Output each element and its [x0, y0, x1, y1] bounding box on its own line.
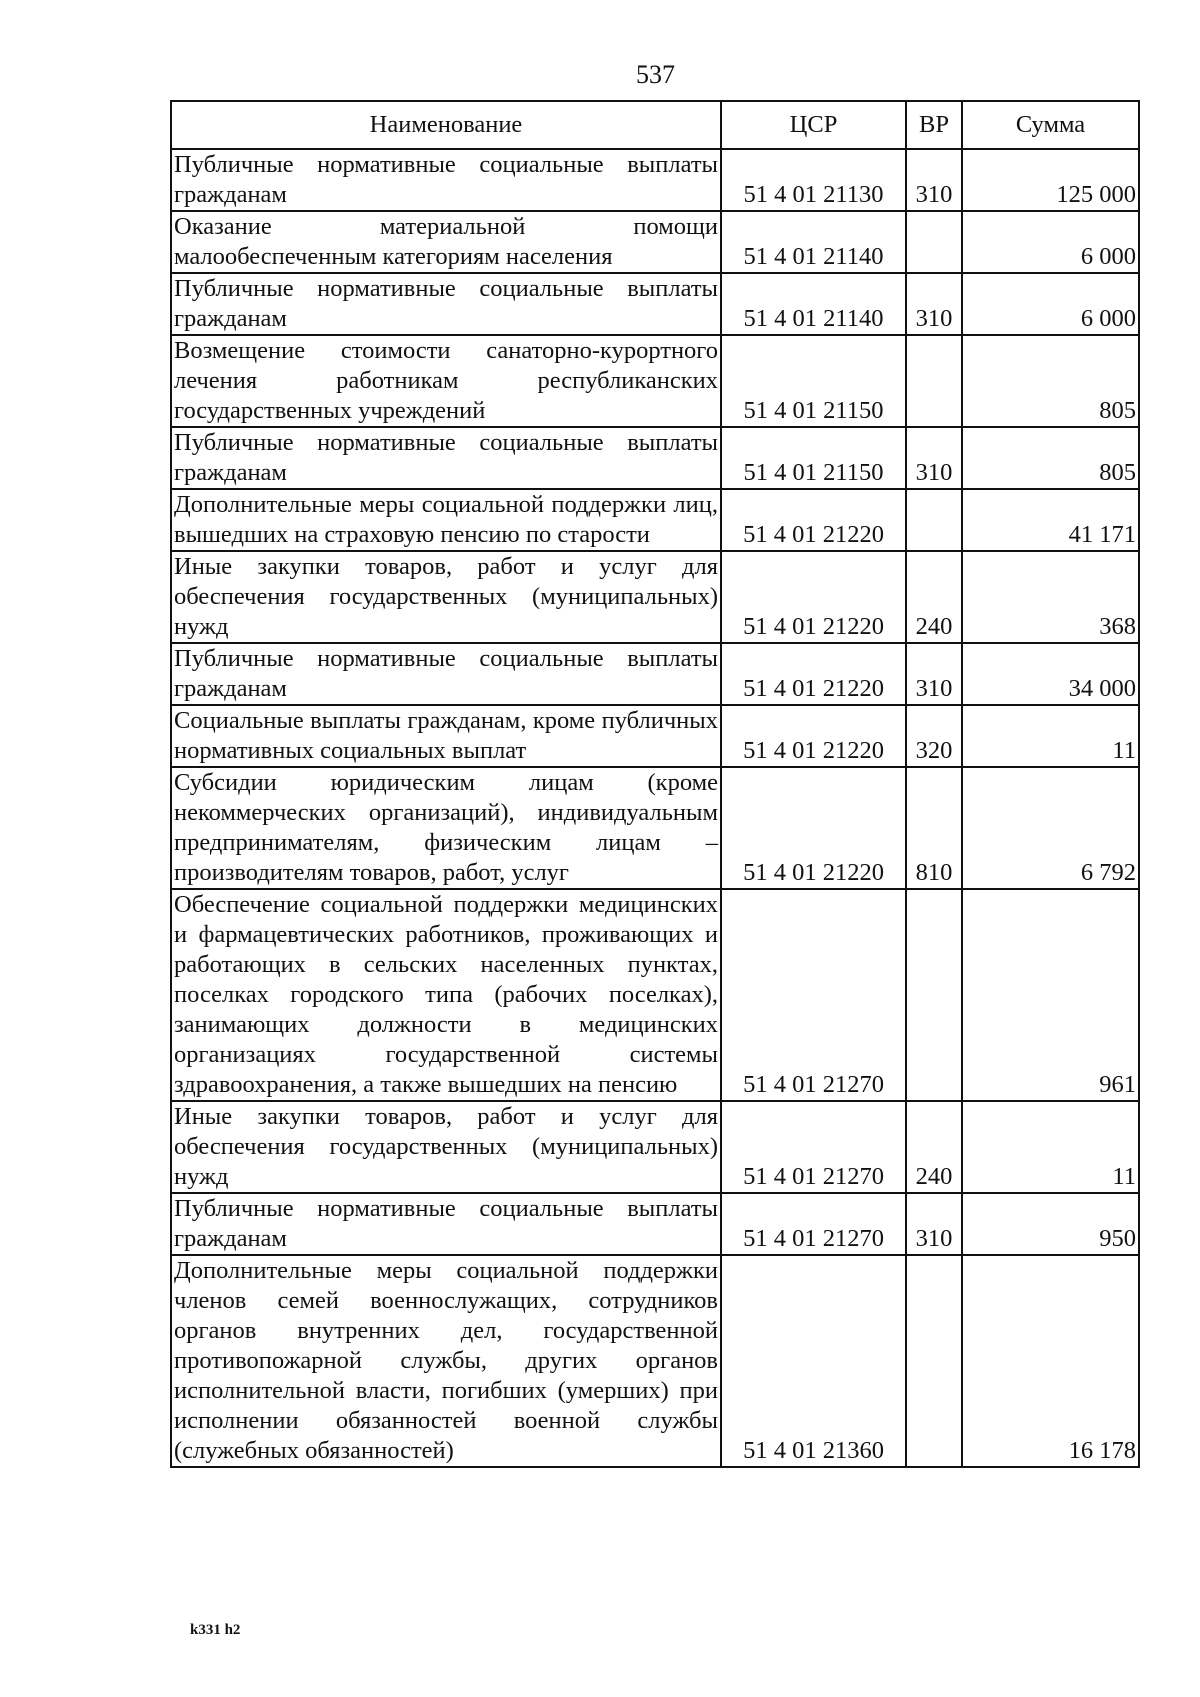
cell-sum: 6 792 [962, 767, 1139, 889]
cell-name: Дополнительные меры социальной поддержки лиц, вышедших на страховую пенсию по старости [171, 489, 721, 551]
cell-vr: 240 [906, 551, 962, 643]
table-header [171, 101, 1139, 149]
cell-csr: 51 4 01 21360 [721, 1255, 906, 1467]
cell-sum: 34 000 [962, 643, 1139, 705]
cell-vr [906, 211, 962, 273]
cell-sum: 11 [962, 705, 1139, 767]
cell-sum: 805 [962, 335, 1139, 427]
table-row [171, 1255, 1139, 1467]
cell-csr: 51 4 01 21140 [721, 273, 906, 335]
table-row [171, 705, 1139, 767]
table-row [171, 149, 1139, 211]
table-row [171, 273, 1139, 335]
cell-name: Публичные нормативные социальные выплаты гражданам [171, 1193, 721, 1255]
cell-vr: 310 [906, 273, 962, 335]
table-row [171, 643, 1139, 705]
cell-name: Возмещение стоимости санаторно-курортного лечения работникам республиканских государственных учреждений [171, 335, 721, 427]
table-row [171, 489, 1139, 551]
cell-csr: 51 4 01 21270 [721, 1101, 906, 1193]
cell-name: Публичные нормативные социальные выплаты гражданам [171, 149, 721, 211]
header-vr: ВР [906, 101, 962, 149]
footer-code: k331 h2 [190, 1622, 241, 1638]
cell-sum: 950 [962, 1193, 1139, 1255]
cell-vr: 320 [906, 705, 962, 767]
budget-table [170, 100, 1140, 1468]
cell-csr: 51 4 01 21220 [721, 489, 906, 551]
table-row [171, 551, 1139, 643]
table-row [171, 767, 1139, 889]
cell-name: Публичные нормативные социальные выплаты гражданам [171, 427, 721, 489]
cell-name: Обеспечение социальной поддержки медицинских и фармацевтических работников, проживающих и работающих в сельских населенных пунктах, поселках городского типа (рабочих поселках), занимающих должности в медицинских организациях государственной системы здравоохранения, а также вышедших на пенсию [171, 889, 721, 1101]
cell-name: Иные закупки товаров, работ и услуг для обеспечения государственных (муниципальных) нужд [171, 551, 721, 643]
cell-vr: 310 [906, 149, 962, 211]
cell-vr [906, 335, 962, 427]
cell-sum: 368 [962, 551, 1139, 643]
header-row [171, 101, 1139, 149]
cell-name: Оказание материальной помощи малообеспеченным категориям населения [171, 211, 721, 273]
cell-csr: 51 4 01 21270 [721, 1193, 906, 1255]
header-csr: ЦСР [721, 101, 906, 149]
cell-sum: 805 [962, 427, 1139, 489]
cell-csr: 51 4 01 21220 [721, 643, 906, 705]
cell-sum: 16 178 [962, 1255, 1139, 1467]
cell-vr: 310 [906, 427, 962, 489]
cell-csr: 51 4 01 21270 [721, 889, 906, 1101]
table-row [171, 427, 1139, 489]
table-row [171, 889, 1139, 1101]
cell-csr: 51 4 01 21150 [721, 427, 906, 489]
table-row [171, 1101, 1139, 1193]
cell-csr: 51 4 01 21130 [721, 149, 906, 211]
table-body [171, 149, 1139, 1467]
cell-vr [906, 889, 962, 1101]
cell-name: Социальные выплаты гражданам, кроме публичных нормативных социальных выплат [171, 705, 721, 767]
cell-name: Субсидии юридическим лицам (кроме некоммерческих организаций), индивидуальным предпринимателям, физическим лицам – производителям товаров, работ, услуг [171, 767, 721, 889]
header-sum: Сумма [962, 101, 1139, 149]
cell-sum: 41 171 [962, 489, 1139, 551]
cell-csr: 51 4 01 21220 [721, 551, 906, 643]
cell-name: Публичные нормативные социальные выплаты гражданам [171, 643, 721, 705]
cell-vr: 810 [906, 767, 962, 889]
cell-vr: 310 [906, 1193, 962, 1255]
cell-vr: 240 [906, 1101, 962, 1193]
cell-sum: 6 000 [962, 211, 1139, 273]
cell-csr: 51 4 01 21150 [721, 335, 906, 427]
cell-csr: 51 4 01 21220 [721, 767, 906, 889]
cell-sum: 6 000 [962, 273, 1139, 335]
cell-vr [906, 489, 962, 551]
cell-csr: 51 4 01 21220 [721, 705, 906, 767]
cell-csr: 51 4 01 21140 [721, 211, 906, 273]
cell-name: Дополнительные меры социальной поддержки членов семей военнослужащих, сотрудников органов внутренних дел, государственной противопожарной службы, других органов исполнительной власти, погибших (умерших) при исполнении обязанностей военной службы (служебных обязанностей) [171, 1255, 721, 1467]
table-row [171, 211, 1139, 273]
cell-sum: 125 000 [962, 149, 1139, 211]
cell-vr: 310 [906, 643, 962, 705]
cell-sum: 961 [962, 889, 1139, 1101]
cell-vr [906, 1255, 962, 1467]
cell-name: Публичные нормативные социальные выплаты гражданам [171, 273, 721, 335]
cell-sum: 11 [962, 1101, 1139, 1193]
table-row [171, 335, 1139, 427]
table-row [171, 1193, 1139, 1255]
page-number: 537 [636, 60, 675, 89]
header-name: Наименование [171, 101, 721, 149]
cell-name: Иные закупки товаров, работ и услуг для обеспечения государственных (муниципальных) нужд [171, 1101, 721, 1193]
